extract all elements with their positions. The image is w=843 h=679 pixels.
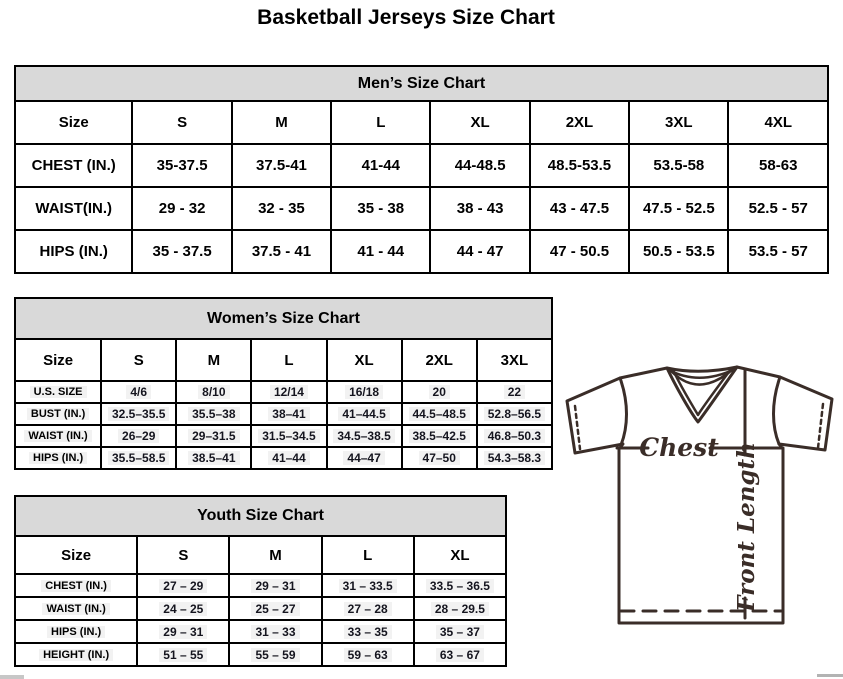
table-row — [15, 536, 506, 574]
youth-table-title: Youth Size Chart — [15, 496, 506, 536]
table-cell: 35 - 38 — [331, 187, 430, 230]
table-row — [15, 339, 552, 381]
table-cell: S — [132, 101, 231, 144]
table-cell: 47.5 - 52.5 — [629, 187, 728, 230]
table-cell: 33.5 – 36.5 — [414, 574, 506, 597]
table-cell: 29 – 31 — [229, 574, 321, 597]
table-cell: 52.8–56.5 — [477, 403, 552, 425]
mens-size-chart-table — [14, 65, 829, 274]
table-row — [15, 66, 828, 101]
table-cell: 38.5–41 — [176, 447, 251, 469]
row-label: WAIST(IN.) — [15, 187, 132, 230]
table-cell: 41 - 44 — [331, 230, 430, 273]
row-label: WAIST (IN.) — [15, 597, 137, 620]
table-cell: 44.5–48.5 — [402, 403, 477, 425]
table-cell: S — [137, 536, 229, 574]
horizontal-scrollbar-fragment[interactable] — [817, 674, 843, 677]
table-cell: 44–47 — [327, 447, 402, 469]
table-cell: 47 - 50.5 — [530, 230, 629, 273]
table-cell: 4/6 — [101, 381, 176, 403]
table-row — [15, 298, 552, 339]
table-cell: 53.5-58 — [629, 144, 728, 187]
table-cell: 35 - 37.5 — [132, 230, 231, 273]
table-cell: 27 – 28 — [322, 597, 414, 620]
table-cell: L — [251, 339, 326, 381]
table-cell: 8/10 — [176, 381, 251, 403]
table-cell: L — [322, 536, 414, 574]
mens-table-title: Men’s Size Chart — [15, 66, 828, 101]
row-label: CHEST (IN.) — [15, 144, 132, 187]
cuff-dashed-line — [575, 406, 580, 449]
table-cell: 35.5–58.5 — [101, 447, 176, 469]
cuff-dashed-line — [818, 404, 823, 448]
table-row — [15, 620, 506, 643]
table-row — [15, 425, 552, 447]
table-cell: 3XL — [477, 339, 552, 381]
table-cell: 28 – 29.5 — [414, 597, 506, 620]
table-cell: 44 - 47 — [430, 230, 529, 273]
table-cell: 41–44 — [251, 447, 326, 469]
armhole-seam — [774, 377, 781, 444]
table-cell: 37.5 - 41 — [232, 230, 331, 273]
row-label: HIPS (IN.) — [15, 447, 101, 469]
table-cell: 26–29 — [101, 425, 176, 447]
table-cell: 46.8–50.3 — [477, 425, 552, 447]
table-cell: 31 – 33.5 — [322, 574, 414, 597]
table-row — [15, 403, 552, 425]
table-cell: 29 – 31 — [137, 620, 229, 643]
table-cell: 32.5–35.5 — [101, 403, 176, 425]
table-row — [15, 643, 506, 666]
row-label: HIPS (IN.) — [15, 620, 137, 643]
womens-size-chart-table — [14, 297, 553, 470]
table-cell: 2XL — [530, 101, 629, 144]
table-cell: 2XL — [402, 339, 477, 381]
table-cell: 20 — [402, 381, 477, 403]
horizontal-scrollbar-fragment[interactable] — [0, 675, 24, 679]
table-cell: 4XL — [728, 101, 828, 144]
table-cell: 3XL — [629, 101, 728, 144]
table-row — [15, 381, 552, 403]
table-cell: 25 – 27 — [229, 597, 321, 620]
jersey-diagram-icon — [555, 355, 843, 655]
table-cell: 51 – 55 — [137, 643, 229, 666]
table-cell: 38–41 — [251, 403, 326, 425]
row-label: CHEST (IN.) — [15, 574, 137, 597]
table-cell: 35-37.5 — [132, 144, 231, 187]
chest-label: Chest — [639, 433, 719, 462]
row-label: HEIGHT (IN.) — [15, 643, 137, 666]
jersey-outline — [567, 367, 832, 623]
table-cell: 37.5-41 — [232, 144, 331, 187]
table-cell: S — [101, 339, 176, 381]
table-cell: XL — [430, 101, 529, 144]
table-cell: 31 – 33 — [229, 620, 321, 643]
table-cell: 27 – 29 — [137, 574, 229, 597]
table-cell: 35.5–38 — [176, 403, 251, 425]
table-cell: XL — [414, 536, 506, 574]
table-cell: 38 - 43 — [430, 187, 529, 230]
jersey-measurement-diagram — [555, 355, 843, 655]
table-cell: 41–44.5 — [327, 403, 402, 425]
table-cell: XL — [327, 339, 402, 381]
table-cell: 50.5 - 53.5 — [629, 230, 728, 273]
page-title: Basketball Jerseys Size Chart — [257, 6, 555, 29]
table-cell: 55 – 59 — [229, 643, 321, 666]
youth-size-chart-table — [14, 495, 507, 667]
table-cell: 32 - 35 — [232, 187, 331, 230]
table-cell: 29 - 32 — [132, 187, 231, 230]
table-row — [15, 101, 828, 144]
table-row — [15, 187, 828, 230]
table-cell: 35 – 37 — [414, 620, 506, 643]
table-cell: 22 — [477, 381, 552, 403]
table-cell: Size — [15, 536, 137, 574]
table-cell: 43 - 47.5 — [530, 187, 629, 230]
row-label: BUST (IN.) — [15, 403, 101, 425]
row-label: HIPS (IN.) — [15, 230, 132, 273]
table-cell: M — [176, 339, 251, 381]
table-cell: 52.5 - 57 — [728, 187, 828, 230]
armhole-seam — [620, 378, 627, 445]
table-cell: 34.5–38.5 — [327, 425, 402, 447]
table-cell: L — [331, 101, 430, 144]
table-cell: M — [232, 101, 331, 144]
table-cell: 41-44 — [331, 144, 430, 187]
table-cell: 63 – 67 — [414, 643, 506, 666]
table-cell: 54.3–58.3 — [477, 447, 552, 469]
table-cell: 16/18 — [327, 381, 402, 403]
front-length-label: Front Length — [733, 442, 760, 612]
table-cell: 38.5–42.5 — [402, 425, 477, 447]
table-cell: 53.5 - 57 — [728, 230, 828, 273]
table-cell: 24 – 25 — [137, 597, 229, 620]
table-row — [15, 144, 828, 187]
table-cell: 58-63 — [728, 144, 828, 187]
table-cell: 33 – 35 — [322, 620, 414, 643]
table-row — [15, 574, 506, 597]
table-cell: 31.5–34.5 — [251, 425, 326, 447]
table-cell: 12/14 — [251, 381, 326, 403]
table-row — [15, 597, 506, 620]
table-row — [15, 496, 506, 536]
row-label: WAIST (IN.) — [15, 425, 101, 447]
table-cell: Size — [15, 101, 132, 144]
table-cell: 59 – 63 — [322, 643, 414, 666]
table-row — [15, 230, 828, 273]
table-cell: 47–50 — [402, 447, 477, 469]
table-cell: 48.5-53.5 — [530, 144, 629, 187]
womens-table-title: Women’s Size Chart — [15, 298, 552, 339]
table-cell: 29–31.5 — [176, 425, 251, 447]
table-cell: M — [229, 536, 321, 574]
table-row — [15, 447, 552, 469]
table-cell: Size — [15, 339, 101, 381]
table-cell: 44-48.5 — [430, 144, 529, 187]
row-label: U.S. SIZE — [15, 381, 101, 403]
